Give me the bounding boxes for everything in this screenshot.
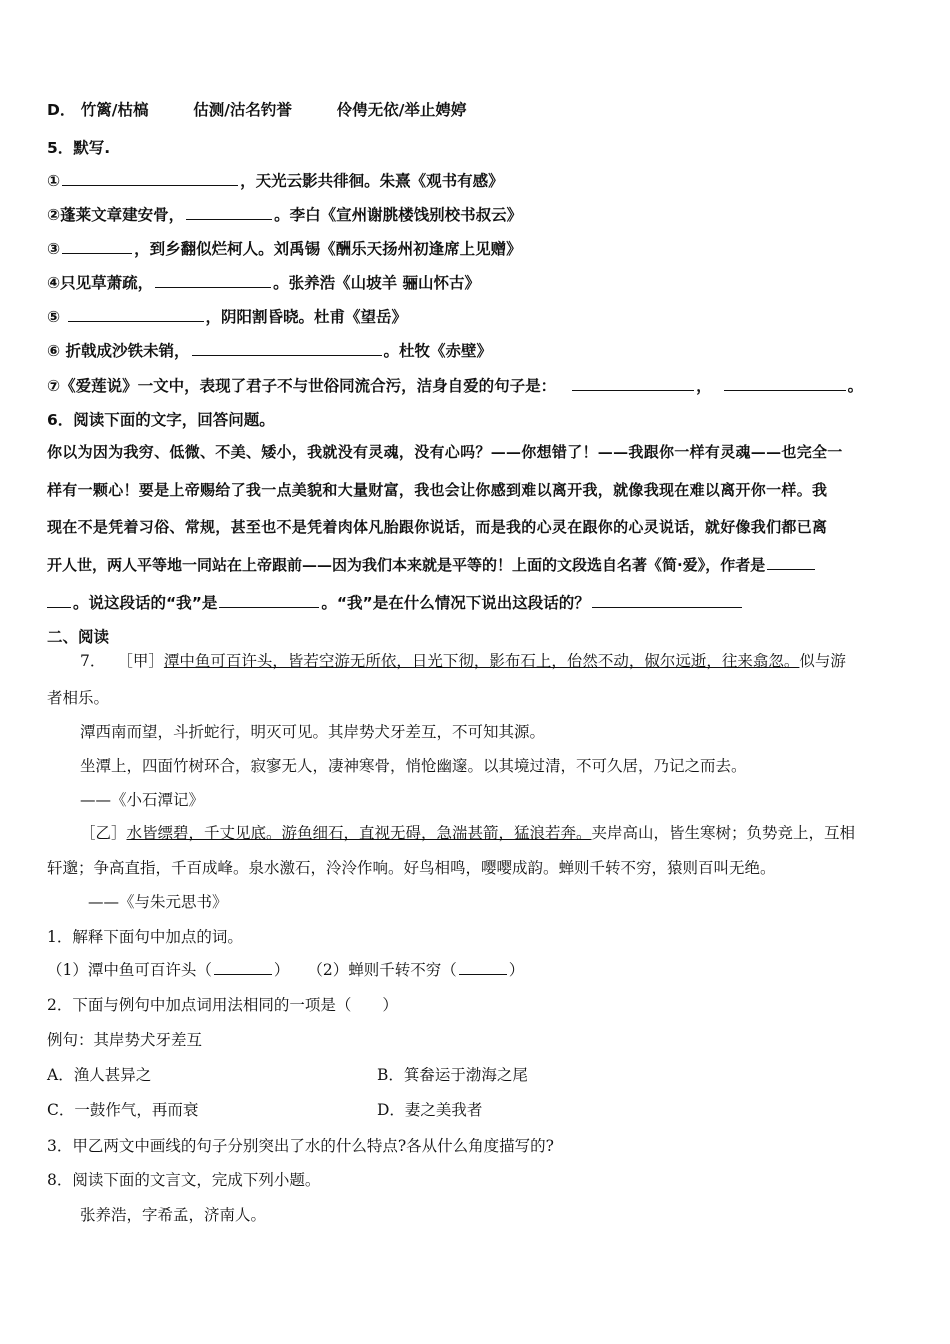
section-2-title: 二、阅读 (47, 628, 110, 646)
q6-passage-line-1: 你以为因为我穷、低微、不美、矮小，我就没有灵魂，没有心吗？——你想错了！——我跟你一样有灵魂——也完全一 (47, 443, 843, 461)
q7-yi-line-2: 轩邈；争高直指，千百成峰。泉水激石，泠泠作响。好鸟相鸣，嘤嘤成韵。蝉则千转不穷，猿则百叫无绝。 (47, 859, 776, 877)
q8-passage-line-1: 张养浩，字希孟，济南人。 (80, 1206, 267, 1224)
q8-title: 8．阅读下面的文言文，完成下列小题。 (47, 1171, 321, 1189)
option-d[interactable]: D．妻之美我者 (377, 1101, 483, 1119)
option-d-item-3: 伶俜无依/举止娉婷 (336, 101, 467, 119)
q7-sub-1: 1．解释下面句中加点的词。 (47, 928, 243, 946)
q5-line-3: ③ ，到乡翻似烂柯人。刘禹锡《酬乐天扬州初逢席上见赠》 (47, 240, 522, 258)
answer-blank[interactable] (155, 272, 271, 288)
question-number: 7． (80, 652, 106, 670)
answer-blank[interactable] (192, 340, 382, 356)
q6-passage-line-4: 开人世，两人平等地一同站在上帝跟前——因为我们本来就是平等的！上面的文段选自名著《简·爱》，作者是 (47, 554, 817, 576)
q7-yi-line-1: ［乙］水皆缥碧，千丈见底。游鱼细石，直视无碍，急湍甚箭，猛浪若奔。夹岸高山，皆生寒树；负势竞上，互相 (80, 824, 856, 842)
answer-blank[interactable] (62, 170, 238, 186)
q7-jia-line-1: 7． ［甲］潭中鱼可百许头，皆若空游无所依，日光下彻，影布石上，佁然不动，俶尔远逝，往来翕忽。似与游 (80, 652, 846, 670)
q7-jia-para-3: 坐潭上，四面竹树环合，寂寥无人，凄神寒骨，悄怆幽邃。以其境过清，不可久居，乃记之而去。 (80, 757, 747, 775)
q5-line-2: ②蓬莱文章建安骨， 。李白《宣州谢朓楼饯别校书叔云》 (47, 206, 523, 224)
q7-jia-para-2: 潭西南而望，斗折蛇行，明灭可见。其岸势犬牙差互，不可知其源。 (80, 723, 546, 741)
q7-options-row-2 (47, 1099, 905, 1121)
q7-sub-3: 3．甲乙两文中画线的句子分别突出了水的什么特点?各从什么角度描写的? (47, 1137, 554, 1155)
q6-title: 6．阅读下面的文字，回答问题。 (47, 411, 275, 429)
q7-sub-2: 2．下面与例句中加点词用法相同的一项是（ ） (47, 996, 398, 1014)
option-label: D． (47, 101, 76, 119)
answer-blank[interactable] (459, 959, 507, 975)
label-yi: ［乙］ (80, 824, 127, 842)
q7-options-row-1 (47, 1064, 905, 1086)
option-d-item-1: 竹篱/枯槁 (80, 101, 149, 119)
q5-title: 5．默写. (47, 139, 111, 157)
q5-line-6: ⑥ 折戟成沙铁未销， 。杜牧《赤壁》 (47, 342, 493, 360)
answer-blank[interactable] (592, 592, 742, 608)
q5-line-1: ① ，天光云影共徘徊。朱熹《观书有感》 (47, 172, 504, 190)
answer-blank[interactable] (47, 592, 71, 608)
q6-passage-line-2: 样有一颗心！要是上帝赐给了我一点美貌和大量财富，我也会让你感到难以离开我，就像我现在难以离开你一样。我 (47, 481, 828, 499)
option-b[interactable]: B．箕畚运于渤海之尾 (377, 1066, 528, 1084)
q7-source-2: ——《与朱元思书》 (88, 893, 228, 911)
q5-line-7: ⑦《爱莲说》一文中，表现了君子不与世俗同流合污，洁身自爱的句子是： ， 。 (47, 377, 864, 395)
q5-line-4: ④只见草萧疏， 。张养浩《山坡羊 骊山怀古》 (47, 274, 481, 292)
underlined-sentence-jia: 潭中鱼可百许头，皆若空游无所依，日光下彻，影布石上，佁然不动，俶尔远逝，往来翕忽。 (163, 652, 800, 670)
answer-blank[interactable] (572, 375, 694, 391)
q4-option-d (47, 99, 466, 121)
underlined-sentence-yi: 水皆缥碧，千丈见底。游鱼细石，直视无碍，急湍甚箭，猛浪若奔。 (126, 824, 592, 842)
answer-blank[interactable] (724, 375, 846, 391)
option-c[interactable]: C．一鼓作气，再而衰 (47, 1101, 199, 1119)
q7-source-1: ——《小石潭记》 (80, 791, 205, 809)
answer-blank[interactable] (186, 204, 272, 220)
answer-blank[interactable] (767, 554, 815, 570)
q7-example: 例句：其岸势犬牙差互 (47, 1031, 203, 1049)
q7-sub-1-items: （1）潭中鱼可百许头（ ） （2）蝉则千转不穷（ ） (47, 961, 525, 979)
answer-blank[interactable] (62, 238, 132, 254)
q5-line-5: ⑤ ，阴阳割昏晓。杜甫《望岳》 (47, 308, 408, 326)
q7-jia-line-2: 者相乐。 (47, 689, 110, 707)
q6-question-line: 。说这段话的“我”是 。“我”是在什么情况下说出这段话的？ (47, 592, 744, 614)
q6-passage-line-3: 现在不是凭着习俗、常规，甚至也不是凭着肉体凡胎跟你说话，而是我的心灵在跟你的心灵说话，就好像我们都已离 (47, 518, 828, 536)
option-a[interactable]: A．渔人甚异之 (47, 1066, 152, 1084)
answer-blank[interactable] (219, 592, 319, 608)
answer-blank[interactable] (68, 306, 204, 322)
answer-blank[interactable] (214, 959, 272, 975)
option-d-item-2: 估测/沽名钓誉 (193, 101, 292, 119)
label-jia: ［甲］ (117, 652, 164, 670)
